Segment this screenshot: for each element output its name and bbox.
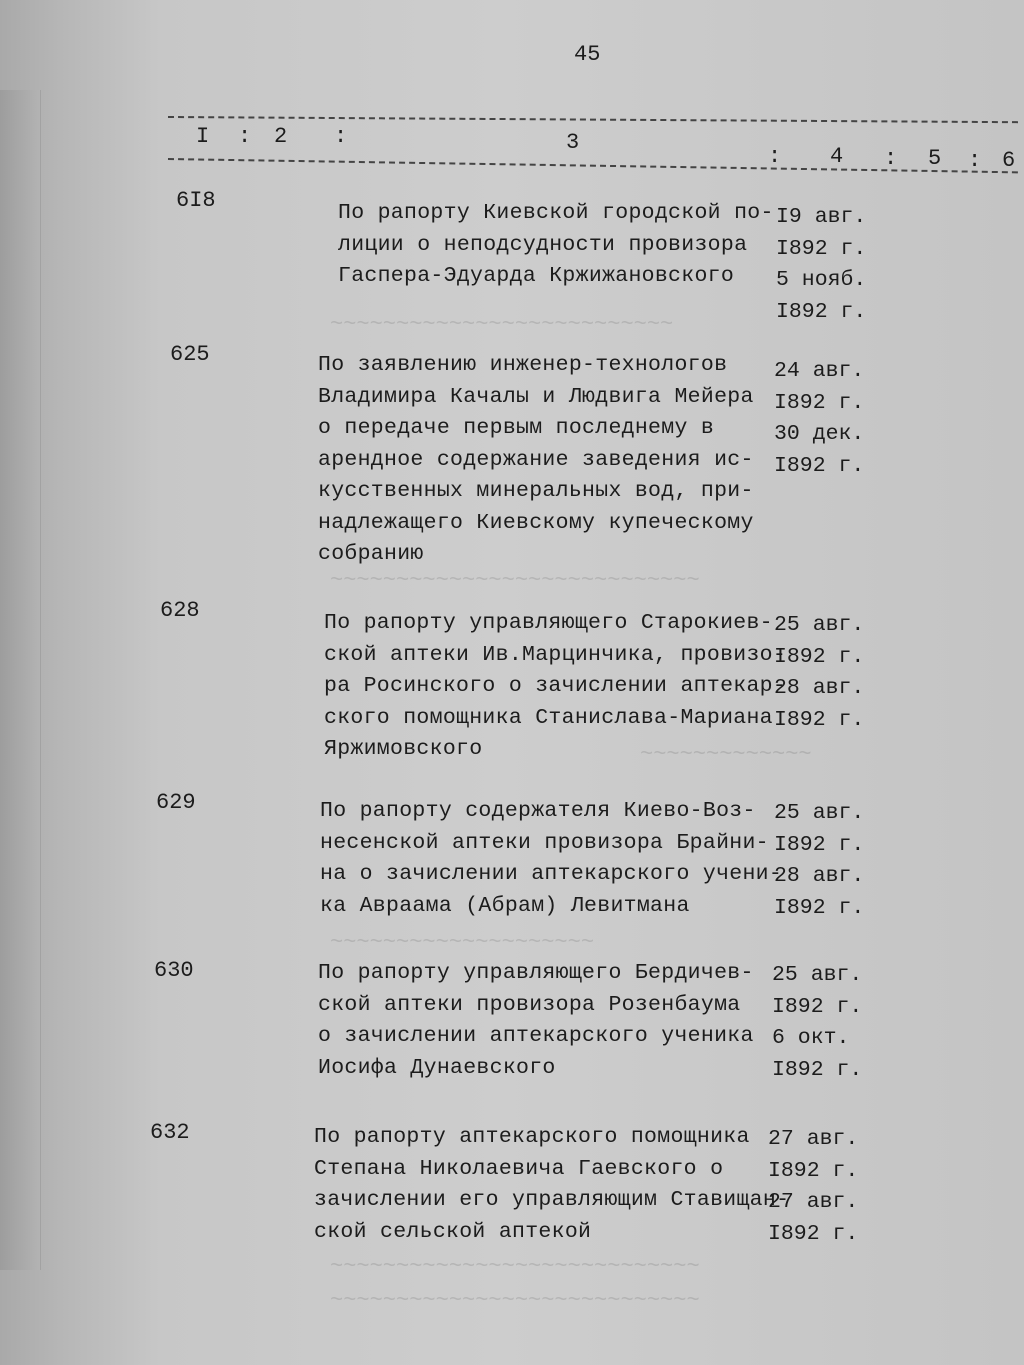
date-line: I892 г. [768,1221,859,1246]
header-col-1: I [196,124,210,149]
entry-number: 632 [150,1120,190,1145]
description-line: несенской аптеки провизора Брайни- [320,830,769,855]
description-line: Владимира Качалы и Людвига Мейера [318,384,754,409]
header-col-2: 2 [274,124,288,149]
description-line: Иосифа Дунаевского [318,1055,556,1080]
date-line: I892 г. [776,236,867,261]
date-line: I892 г. [768,1158,859,1183]
date-line: 24 авг. [774,359,865,383]
description-line: о зачислении аптекарского ученика [318,1024,754,1048]
header-separator: : [768,144,782,169]
date-line: I892 г. [774,895,865,920]
date-line: 25 авг. [772,963,863,987]
entry-dates [774,356,864,482]
description-line: ской сельской аптекой [314,1219,592,1244]
date-line: I892 г. [772,994,863,1019]
entry-number: 630 [154,958,194,983]
bleed-through: ~~~~~~~~~~~~~~~~~~~~~~~~~~~~ [330,568,700,593]
entry-description [314,1122,789,1248]
description-line: Яржимовского [324,737,483,761]
description-line: о передаче первым последнему в [318,416,715,440]
entry-number: 629 [156,790,196,815]
date-line: I892 г. [774,707,865,732]
description-line: лиции о неподсудности провизора [338,232,748,257]
entry-description [320,796,782,922]
entry-description [318,350,754,571]
entry-dates [772,960,862,1086]
bleed-through: ~~~~~~~~~~~~~~~~~~~~~~~~~~~~ [330,1254,700,1279]
date-line: 28 авг. [774,864,865,888]
date-line: 25 авг. [774,801,865,825]
date-line: I892 г. [774,453,865,478]
entry-dates [774,610,864,736]
header-separator: : [884,146,898,171]
description-line: надлежащего Киевскому купеческому [318,510,754,535]
description-line: По заявлению инженер-технологов [318,353,728,377]
entry-number: 628 [160,598,200,623]
entry-dates [768,1124,858,1250]
description-line: ской аптеки Ив.Марцинчика, провизо- [324,642,787,667]
description-line: По рапорту содержателя Киево-Воз- [320,799,756,823]
description-line: По рапорту управляющего Бердичев- [318,961,754,985]
description-line: ской аптеки провизора Розенбаума [318,992,741,1017]
date-line: 27 авг. [768,1190,859,1214]
bleed-through: ~~~~~~~~~~~~~~~~~~~~~~~~~~ [330,312,674,337]
description-line: арендное содержание заведения ис- [318,447,754,472]
date-line: 27 авг. [768,1127,859,1151]
description-line: на о зачислении аптекарского учени- [320,862,783,886]
date-line: 28 авг. [774,676,865,700]
entry-number: 6I8 [176,188,216,213]
description-line: По рапорту Киевской городской по- [338,201,774,225]
entry-description [318,958,754,1084]
date-line: I9 авг. [776,205,867,229]
date-line: I892 г. [774,644,865,669]
description-line: По рапорту управляющего Старокиев- [324,611,773,635]
bleed-through: ~~~~~~~~~~~~~ [640,742,812,767]
date-line: I892 г. [774,832,865,857]
adjacent-page-edge [0,90,41,1270]
header-col-6: 6 [1002,148,1016,173]
bleed-through: ~~~~~~~~~~~~~~~~~~~~~~~~~~~~ [330,1288,700,1313]
header-col-5: 5 [928,146,942,171]
date-line: 25 авг. [774,613,865,637]
description-line: кусственных минеральных вод, при- [318,479,754,503]
entry-dates [774,798,864,924]
entry-description [324,608,786,766]
header-top-rule [168,116,1018,123]
date-line: 5 нояб. [776,268,867,292]
description-line: Степана Николаевича Гаевского о [314,1156,724,1181]
entry-description [338,198,774,293]
page-number: 45 [574,42,601,67]
header-separator: : [238,124,252,149]
description-line: ка Авраама (Абрам) Левитмана [320,893,690,918]
description-line: Гаспера-Эдуарда Кржижановского [338,264,735,288]
header-col-4: 4 [830,144,844,169]
header-separator: : [334,124,348,149]
date-line: I892 г. [774,390,865,415]
date-line: 6 окт. [772,1026,850,1050]
description-line: ского помощника Станислава-Мариана [324,705,773,730]
entry-number: 625 [170,342,210,367]
description-line: По рапорту аптекарского помощника [314,1125,750,1149]
header-separator: : [968,148,982,173]
date-line: 30 дек. [774,422,865,446]
entry-dates [776,202,866,328]
bleed-through: ~~~~~~~~~~~~~~~~~~~~ [330,930,595,955]
date-line: I892 г. [776,299,867,324]
header-col-3: 3 [566,130,580,155]
date-line: I892 г. [772,1057,863,1082]
description-line: ра Росинского о зачислении аптекар- [324,674,787,698]
description-line: собранию [318,542,424,566]
description-line: зачислении его управляющим Ставищан- [314,1188,790,1212]
